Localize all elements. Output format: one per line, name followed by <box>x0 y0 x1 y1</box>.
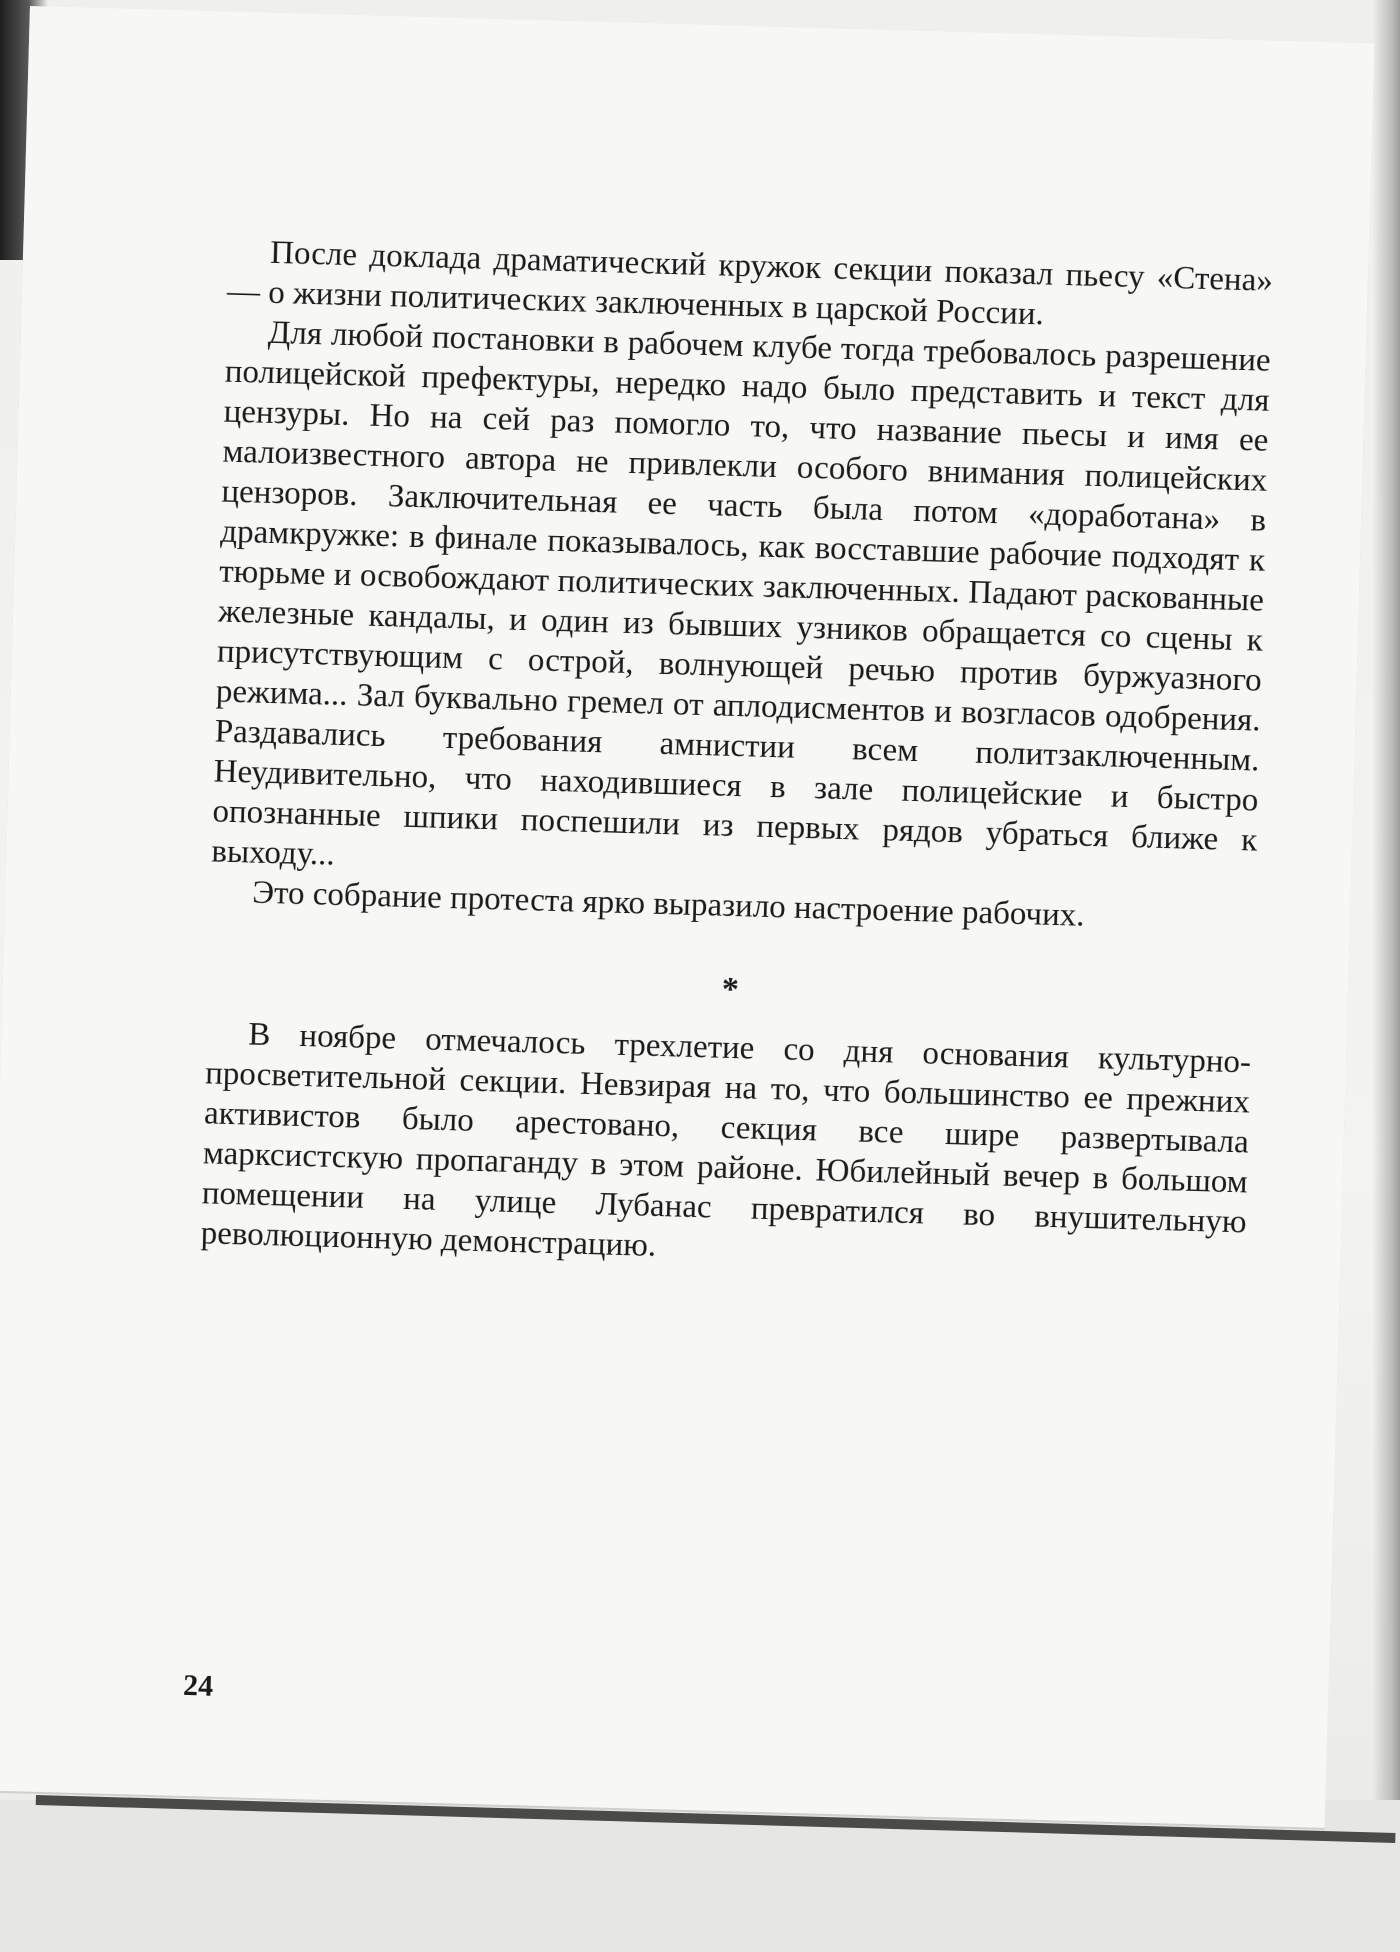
page-text <box>200 232 1273 1283</box>
section-separator: * <box>721 970 740 1009</box>
paragraph: После доклада драматический кружок секции показал пьесу «Стена» — о жизни политических заключенных в царской России. <box>226 234 1274 333</box>
paragraph: В ноябре отмечалось трехлетие со дня основания культурно-просветительной секции. Невзирая на то, что большинство ее прежних активистов было арестовано, секция все шире развертывала марксистскую пропаганду в этом районе. Юбилейный вечер в большом помещении на улице Лубанас превратился во внушительную революционную демонстрацию. <box>200 1016 1252 1264</box>
paragraph: Для любой постановки в рабочем клубе тогда требовалось разрешение полицейской префектуры, нередко надо было представить и текст для цензуры. Но на сей раз помогло то, что название пьесы и имя ее малоизвестного автора не привлекли особого внимания полицейских цензоров. Заключительная ее часть была потом «доработана» в драмкружке: в финале показывалось, как восставшие рабочие подходят к тюрьме и освобождают политических заключенных. Падают раскованные железные кандалы, и один из бывших узников обращается со сцены к присутствующим с острой, волнующей речью против буржуазного режима... Зал буквально гремел от аплодисментов и возгласов одобрения. Раздавались требования амнистии всем политзаключенным. Неудивительно, что находившиеся в зале полицейские и быстро опознанные шпики поспешили из первых рядов убраться ближе к выходу... <box>210 314 1272 873</box>
right-edge-shadow <box>1372 0 1400 1952</box>
book-page <box>0 6 1374 1828</box>
page-number: 24 <box>182 1668 214 1703</box>
paragraph: Это собрание протеста ярко выразило настроение рабочих. <box>251 874 1086 934</box>
